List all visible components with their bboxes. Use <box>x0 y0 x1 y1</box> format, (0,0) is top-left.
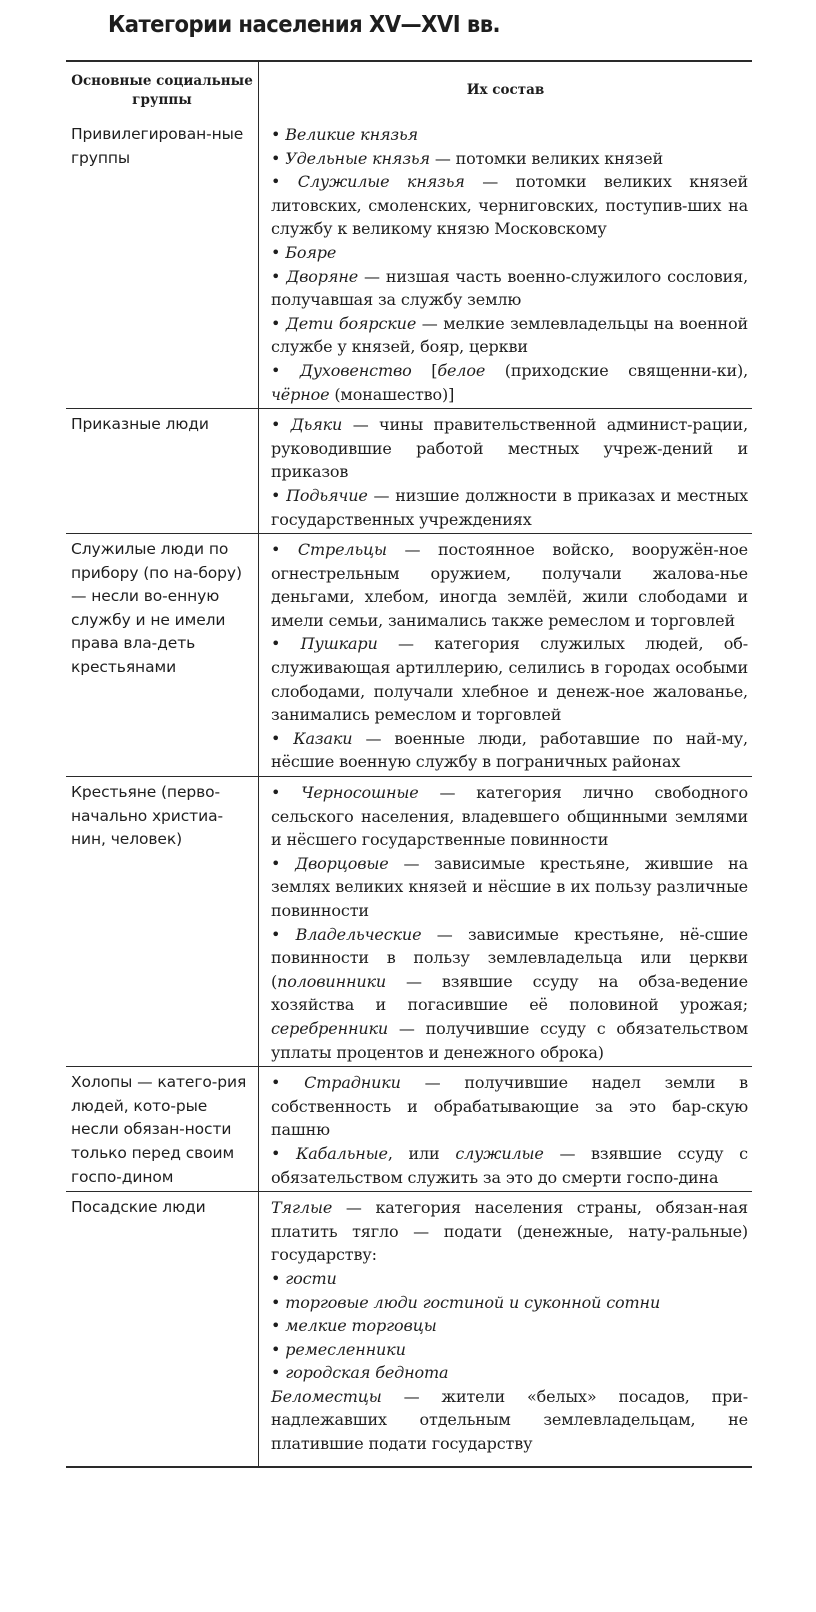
table-row <box>66 408 752 533</box>
population-categories-table <box>66 60 752 1468</box>
description-text: — категория населения страны, обязан-ная платить тягло — подати (денежные, нату-ральные) государству: <box>271 1198 748 1265</box>
description-text: — категория служилых людей, об-служивающая артиллерию, селились в городах особыми слободами, получали хлебное и денеж-ное жалованье, занимались ремеслом и торговлей <box>271 634 748 725</box>
social-group-cell <box>66 119 259 408</box>
description-text: • <box>271 266 287 286</box>
description-text: • <box>271 485 287 505</box>
composition-cell <box>259 777 752 1066</box>
composition-item <box>271 1142 748 1189</box>
social-group-cell <box>66 534 259 776</box>
description-text: — низшая часть военно-служилого сословия, получавшая за службу землю <box>271 266 748 310</box>
description-text: • <box>271 360 300 380</box>
term-text: Черносошные <box>301 783 419 803</box>
term-text: Пушкари <box>300 634 378 654</box>
term-text: Страдники <box>304 1073 401 1093</box>
composition-item <box>271 632 748 726</box>
social-group-name: Посадские люди <box>71 1198 206 1217</box>
composition-item <box>271 852 748 923</box>
table-row <box>66 1191 752 1466</box>
description-text: — постоянное войско, вооружён-ное огнестрельным оружием, получали жалова-нье деньгами, хлебом, иногда землёй, жили слободами и имели семьи, занимались также ремеслом и торговлей <box>271 540 748 630</box>
term-text: Кабальные <box>296 1143 388 1163</box>
description-text: • <box>271 540 298 560</box>
social-group-cell <box>66 1192 259 1466</box>
description-text: — категория лично свободного сельского населения, владевшего общинными землями и нёсшего государственные повинности <box>271 783 748 850</box>
description-text: • <box>271 172 298 192</box>
description-text: [ <box>411 360 438 380</box>
description-text: — зависимые крестьяне, нё-сшие повинности в пользу землевладельца или церкви ( <box>271 924 748 991</box>
description-text: • <box>271 728 294 748</box>
description-text: • <box>271 1268 286 1288</box>
description-text: — потомки великих князей <box>429 148 664 168</box>
description-text: • <box>271 924 296 944</box>
term-text: Дворяне <box>286 266 359 286</box>
description-text: • <box>271 1292 286 1312</box>
composition-item <box>271 241 748 265</box>
table-row <box>66 119 752 408</box>
description-text: — зависимые крестьяне, жившие на землях великих князей и нёсшие в их пользу различные повинности <box>271 853 748 920</box>
term-text: Служилые князья <box>297 172 465 192</box>
composition-item <box>271 147 748 171</box>
term-text: половинники <box>277 971 387 991</box>
composition-item <box>271 1196 748 1267</box>
composition-item <box>271 781 748 852</box>
description-text: , или <box>387 1143 456 1163</box>
composition-item <box>271 359 748 406</box>
description-text: — взявшие ссуду на обза-ведение хозяйства и погасившие её половиной урожая; <box>271 971 748 1015</box>
description-text: • <box>271 634 301 654</box>
social-group-name: Привилегирован-ные группы <box>71 125 244 167</box>
term-text: Дети боярские <box>285 313 417 333</box>
composition-item <box>271 312 748 359</box>
description-text: • <box>271 1316 286 1336</box>
composition-item <box>271 538 748 632</box>
composition-item <box>271 1385 748 1456</box>
term-text: ремесленники <box>285 1339 406 1359</box>
description-text: • <box>271 125 286 144</box>
term-text: городская беднота <box>285 1363 449 1383</box>
term-text: Духовенство <box>299 360 412 380</box>
description-text: — жители «белых» посадов, при-надлежавших отдельным землевладельцам, не платившие подати государству <box>271 1386 748 1454</box>
composition-item <box>271 1338 748 1362</box>
term-text: белое <box>437 360 486 380</box>
table-row <box>66 1066 752 1191</box>
description-text: • <box>271 1363 286 1383</box>
table-row <box>66 776 752 1066</box>
description-text: — низшие должности в приказах и местных государственных учреждениях <box>271 485 748 529</box>
description-text: — чины правительственной админист-рации, руководившие работой местных учреж-дений и приказов <box>271 415 748 482</box>
composition-cell <box>259 119 752 408</box>
social-group-cell <box>66 409 259 533</box>
composition-cell <box>259 1067 752 1191</box>
description-text: (монашество)] <box>329 384 455 404</box>
description-text: — мелкие землевладельцы на военной службе у князей, бояр, церкви <box>271 313 748 357</box>
term-text: Дьяки <box>290 415 343 435</box>
description-text: — получившие надел земли в собственность и обрабатывающие за это бар-скую пашню <box>271 1073 748 1140</box>
table-header-row <box>66 62 752 119</box>
term-text: Тяглые <box>271 1198 333 1218</box>
description-text: • <box>271 783 302 803</box>
description-text: — военные люди, работавшие по най-му, нёсшие военную службу в пограничных районах <box>271 728 748 772</box>
term-text: служилые <box>455 1143 544 1163</box>
composition-cell <box>259 534 752 776</box>
composition-item <box>271 123 748 147</box>
term-text: мелкие торговцы <box>285 1316 437 1336</box>
composition-item <box>271 170 748 241</box>
composition-cell <box>259 1192 752 1466</box>
composition-item <box>271 727 748 774</box>
term-text: гости <box>285 1268 337 1288</box>
composition-item <box>271 1071 748 1142</box>
term-text: Великие князья <box>285 125 418 144</box>
social-group-cell <box>66 777 259 1066</box>
term-text: Владельческие <box>295 924 422 944</box>
composition-item <box>271 484 748 531</box>
term-text: Дворцовые <box>295 853 389 873</box>
social-group-name: Холопы — катего-рия людей, кото-рые несли обязан-ности только перед своим госпо-дином <box>71 1073 247 1186</box>
term-text: чёрное <box>271 384 330 404</box>
composition-item <box>271 1314 748 1338</box>
page-title: Категории населения XV—XVI вв. <box>108 12 501 38</box>
term-text: торговые люди гостиной и суконной сотни <box>285 1292 661 1312</box>
description-text: • <box>271 1143 297 1163</box>
description-text: • <box>271 415 291 435</box>
composition-item <box>271 1361 748 1385</box>
term-text: Стрельцы <box>297 540 387 560</box>
description-text: — получившие ссуду с обязательством уплаты процентов и денежного оброка) <box>271 1018 748 1062</box>
term-text: Беломестцы <box>271 1386 382 1406</box>
composition-cell <box>259 409 752 533</box>
composition-item <box>271 923 748 1065</box>
description-text: • <box>271 148 286 168</box>
social-group-name: Приказные люди <box>71 415 209 434</box>
term-text: Бояре <box>285 242 337 262</box>
description-text: — потомки великих князей литовских, смоленских, черниговских, поступив-ших на службу к великому князю Московскому <box>271 172 748 239</box>
social-group-cell <box>66 1067 259 1191</box>
description-text: • <box>271 853 296 873</box>
description-text: (приходские священни-ки), <box>485 360 749 380</box>
column-header-composition: Их состав <box>466 82 545 98</box>
composition-item <box>271 1267 748 1291</box>
composition-item <box>271 413 748 484</box>
term-text: Подьячие <box>286 485 368 505</box>
social-group-name: Крестьяне (перво-начально христиа-нин, человек) <box>71 783 223 849</box>
composition-item <box>271 1291 748 1315</box>
description-text: • <box>271 242 286 262</box>
composition-item <box>271 265 748 312</box>
term-text: Удельные князья <box>285 148 430 168</box>
social-group-name: Служилые люди по прибору (по на-бору) — несли во-енную службу и не имели права вла-деть крестьянами <box>71 540 242 677</box>
term-text: серебренники <box>271 1018 389 1038</box>
description-text: • <box>271 1073 305 1093</box>
term-text: Казаки <box>293 728 353 748</box>
column-header-groups: Основные социальные группы <box>66 62 259 119</box>
description-text: • <box>271 1339 286 1359</box>
table-row <box>66 533 752 776</box>
description-text: — взявшие ссуду с обязательством служить за это до смерти госпо-дина <box>271 1143 748 1187</box>
description-text: • <box>271 313 286 333</box>
